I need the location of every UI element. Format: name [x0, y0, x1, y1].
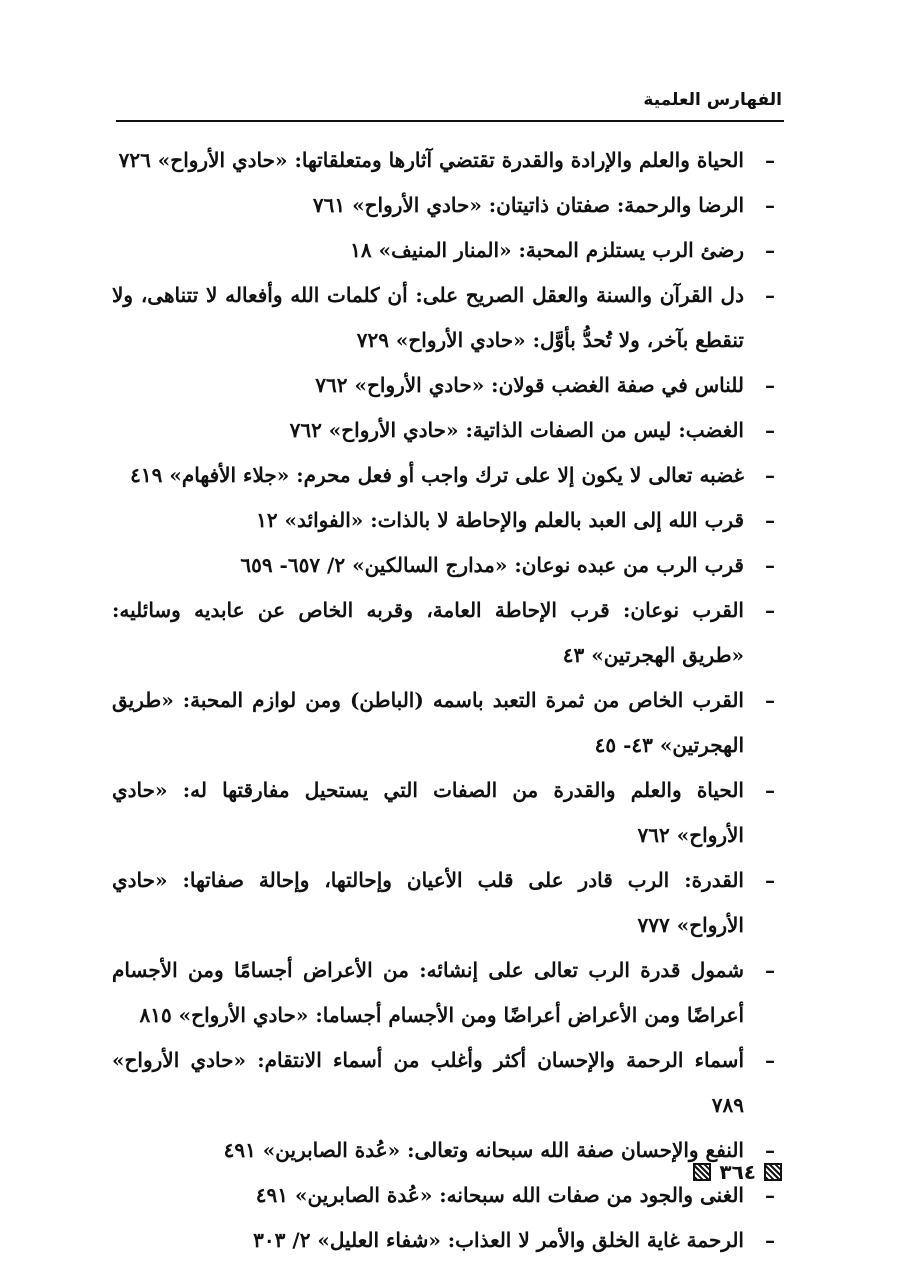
- list-item: [112, 408, 782, 453]
- list-item: [112, 228, 782, 273]
- dash-bullet: –: [765, 1228, 775, 1252]
- list-item: [112, 678, 782, 768]
- entry-text: الحياة والعلم والقدرة من الصفات التي يستحيل مفارقتها له: «حادي الأرواح» ٧٦٢: [112, 778, 744, 847]
- dash-bullet: –: [765, 553, 775, 577]
- index-entries-list: [112, 138, 782, 1263]
- entry-text: قرب الرب من عبده نوعان: «مدارج السالكين» ٢/ ٦٥٧- ٦٥٩: [240, 553, 744, 577]
- list-item: [112, 363, 782, 408]
- dash-bullet: –: [765, 283, 775, 307]
- list-item: [112, 1038, 782, 1128]
- entry-text: القرب نوعان: قرب الإحاطة العامة، وقربه الخاص عن عابديه وسائليه: «طريق الهجرتين» ٤٣: [112, 598, 744, 667]
- list-item: [112, 1128, 782, 1173]
- entry-text: أسماء الرحمة والإحسان أكثر وأغلب من أسماء الانتقام: «حادي الأرواح» ٧٨٩: [112, 1048, 744, 1117]
- list-item: [112, 858, 782, 948]
- dash-bullet: –: [765, 778, 775, 802]
- dash-bullet: –: [765, 1138, 775, 1162]
- entry-text: غضبه تعالى لا يكون إلا على ترك واجب أو فعل محرم: «جلاء الأفهام» ٤١٩: [130, 463, 744, 487]
- entry-text: شمول قدرة الرب تعالى على إنشائه: من الأعراض أجسامًا ومن الأجسام أعراضًا ومن الأعراض أعراضًا ومن الأجسام أجساما: «حادي الأرواح» ٨١٥: [112, 958, 744, 1027]
- entry-text: رضئ الرب يستلزم المحبة: «المنار المنيف» ١٨: [350, 238, 744, 262]
- entry-text: الحياة والعلم والإرادة والقدرة تقتضي آثارها ومتعلقاتها: «حادي الأرواح» ٧٢٦: [118, 148, 744, 172]
- dash-bullet: –: [765, 193, 775, 217]
- page-footer: [693, 1160, 782, 1184]
- entry-text: دل القرآن والسنة والعقل الصريح على: أن كلمات الله وأفعاله لا تتناهى، ولا تنقطع بآخر، ولا تُحدُّ بأوَّل: «حادي الأرواح» ٧٢٩: [112, 283, 744, 352]
- dash-bullet: –: [765, 598, 775, 622]
- dash-bullet: –: [765, 688, 775, 712]
- list-item: [112, 1173, 782, 1218]
- dash-bullet: –: [765, 958, 775, 982]
- entry-text: النفع والإحسان صفة الله سبحانه وتعالى: «عُدة الصابرين» ٤٩١: [223, 1138, 744, 1162]
- dash-bullet: –: [765, 148, 775, 172]
- list-item: [112, 183, 782, 228]
- list-item: [112, 498, 782, 543]
- list-item: [112, 768, 782, 858]
- entry-text: الرحمة غاية الخلق والأمر لا العذاب: «شفاء العليل» ٢/ ٣٠٣: [253, 1228, 744, 1252]
- header-divider: [116, 120, 784, 122]
- entry-text: الغضب: ليس من الصفات الذاتية: «حادي الأرواح» ٧٦٢: [289, 418, 744, 442]
- list-item: [112, 1218, 782, 1263]
- entry-text: القرب الخاص من ثمرة التعبد باسمه (الباطن) ومن لوازم المحبة: «طريق الهجرتين» ٤٣- ٤٥: [112, 688, 744, 757]
- running-header-title: الفهارس العلمية: [643, 90, 782, 110]
- dash-bullet: –: [765, 418, 775, 442]
- list-item: [112, 273, 782, 363]
- dash-bullet: –: [765, 1048, 775, 1072]
- list-item: [112, 543, 782, 588]
- square-ornament-icon: [764, 1163, 782, 1181]
- dash-bullet: –: [765, 868, 775, 892]
- dash-bullet: –: [765, 238, 775, 262]
- dash-bullet: –: [765, 1183, 775, 1207]
- list-item: [112, 588, 782, 678]
- list-item: [112, 948, 782, 1038]
- page-number: ٣٦٤: [719, 1160, 756, 1184]
- entry-text: قرب الله إلى العبد بالعلم والإحاطة لا بالذات: «الفوائد» ١٢: [256, 508, 744, 532]
- dash-bullet: –: [765, 463, 775, 487]
- dash-bullet: –: [765, 508, 775, 532]
- square-ornament-icon: [693, 1163, 711, 1181]
- entry-text: للناس في صفة الغضب قولان: «حادي الأرواح» ٧٦٢: [315, 373, 744, 397]
- list-item: [112, 453, 782, 498]
- dash-bullet: –: [765, 373, 775, 397]
- entry-text: الرضا والرحمة: صفتان ذاتيتان: «حادي الأرواح» ٧٦١: [312, 193, 744, 217]
- list-item: [112, 138, 782, 183]
- entry-text: القدرة: الرب قادر على قلب الأعيان وإحالتها، وإحالة صفاتها: «حادي الأرواح» ٧٧٧: [112, 868, 744, 937]
- entry-text: الغنى والجود من صفات الله سبحانه: «عُدة الصابرين» ٤٩١: [255, 1183, 744, 1207]
